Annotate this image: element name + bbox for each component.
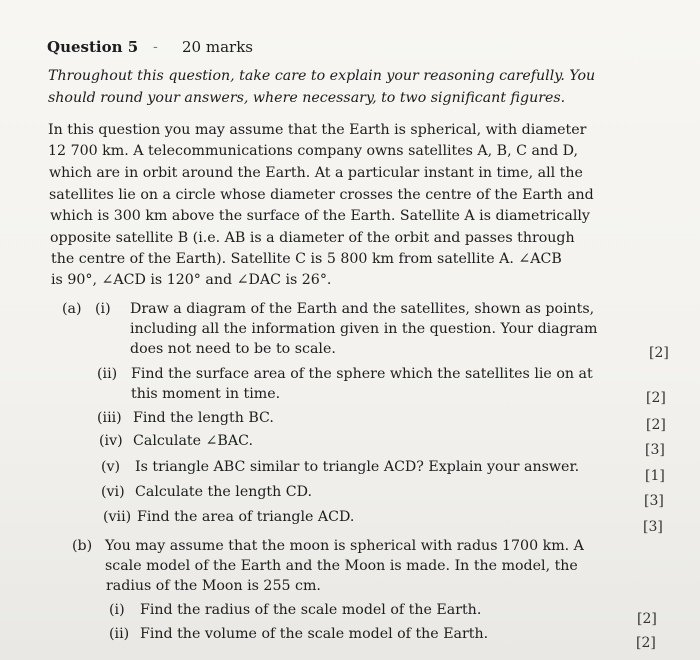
mark-allocation: [1] (645, 468, 665, 484)
instruction-line: should round your answers, where necessary, to two significant figures. (48, 90, 566, 106)
subpart-number: (ii) (97, 366, 118, 382)
mark-allocation: [3] (643, 519, 663, 535)
part-b-text: You may assume that the moon is spherical with radus 1700 km. A (105, 538, 584, 554)
subpart-number: (iv) (99, 433, 123, 449)
intro-line: is 90°, ∠ACD is 120° and ∠DAC is 26°. (51, 272, 332, 288)
mark-allocation: [3] (645, 442, 665, 458)
intro-line: the centre of the Earth). Satellite C is 5 800 km from satellite A. ∠ACB (51, 251, 562, 267)
part-b-text: radius of the Moon is 255 cm. (106, 578, 321, 594)
part-b-label: (b) (72, 538, 93, 554)
title-dash: - (153, 39, 158, 55)
subpart-number: (vi) (101, 484, 125, 500)
mark-allocation: [3] (644, 493, 664, 509)
subpart-number: (v) (101, 459, 121, 475)
mark-allocation: [2] (646, 417, 666, 433)
intro-line: In this question you may assume that the Earth is spherical, with diameter (48, 122, 587, 138)
mark-allocation: [2] (637, 611, 657, 627)
subpart-text: including all the information given in the question. Your diagram (130, 321, 598, 337)
subpart-text: Find the area of triangle ACD. (137, 509, 355, 525)
subpart-text: Find the length BC. (133, 410, 274, 426)
subpart-text: Is triangle ABC similar to triangle ACD? Explain your answer. (135, 459, 580, 475)
question-marks: 20 marks (182, 38, 253, 56)
subpart-number: (i) (109, 602, 125, 618)
mark-allocation: [2] (636, 635, 656, 651)
subpart-text: Find the surface area of the sphere which the satellites lie on at (131, 366, 593, 382)
mark-allocation: [2] (649, 345, 669, 361)
intro-line: satellites lie on a circle whose diameter crosses the centre of the Earth and (49, 187, 594, 203)
subpart-text: Draw a diagram of the Earth and the satellites, shown as points, (130, 301, 595, 317)
subpart-text: Calculate the length CD. (135, 484, 313, 500)
question-title: Question 5 (47, 38, 139, 56)
subpart-text: this moment in time. (131, 386, 281, 402)
subpart-text: does not need to be to scale. (130, 341, 336, 357)
intro-line: which are in orbit around the Earth. At a particular instant in time, all the (49, 165, 583, 181)
subpart-text: Calculate ∠BAC. (133, 433, 253, 449)
part-a-label: (a) (62, 301, 82, 317)
mark-allocation: [2] (646, 390, 666, 406)
intro-line: opposite satellite B (i.e. AB is a diameter of the orbit and passes through (50, 230, 575, 246)
part-b-text: scale model of the Earth and the Moon is made. In the model, the (105, 558, 578, 574)
subpart-text: Find the volume of the scale model of the Earth. (140, 626, 489, 642)
intro-line: 12 700 km. A telecommunications company owns satellites A, B, C and D, (48, 143, 579, 159)
intro-line: which is 300 km above the surface of the Earth. Satellite A is diametrically (50, 208, 590, 224)
subpart-number: (ii) (109, 626, 130, 642)
instruction-line: Throughout this question, take care to explain your reasoning carefully. You (48, 68, 596, 84)
subpart-text: Find the radius of the scale model of the Earth. (140, 602, 482, 618)
subpart-number: (i) (95, 301, 111, 317)
subpart-number: (vii) (103, 509, 132, 525)
subpart-number: (iii) (97, 410, 122, 426)
